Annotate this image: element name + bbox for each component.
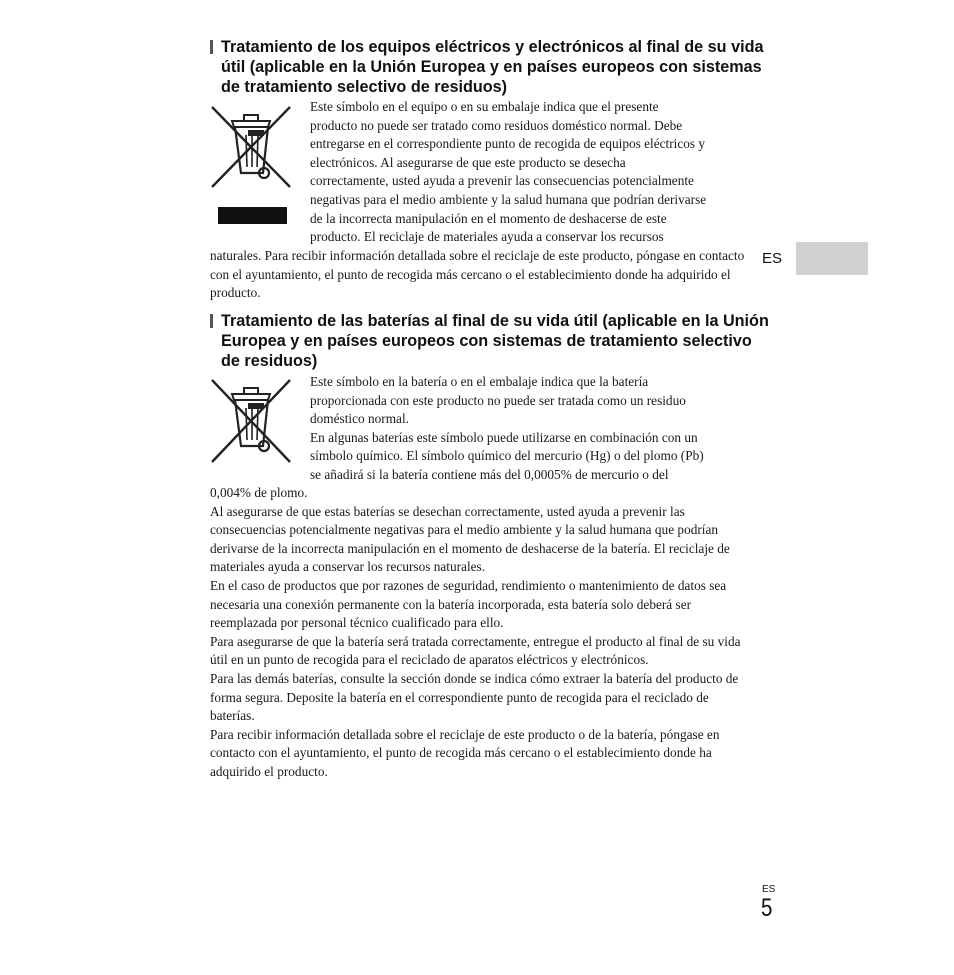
page-number: 5: [761, 894, 773, 922]
text-line: En algunas baterías este símbolo puede utilizarse en combinación con un: [310, 429, 698, 445]
section2-wrap-text: [310, 373, 756, 485]
section2-heading-text: Tratamiento de las baterías al final de su vida útil (aplicable en la Unión Europea y en países europeos con sistemas de tratamiento selectivo de residuos): [221, 312, 769, 370]
paragraph: Para asegurarse de que la batería será tratada correctamente, entregue el producto al final de su vida útil en un punto de recogida para el reciclado de aparatos eléctricos y electrónicos.: [210, 633, 741, 668]
paragraph: Al asegurarse de que estas baterías se desechan correctamente, usted ayuda a prevenir las consecuencias potencialmente negativas para el medio ambiente y la salud humana que podrían derivarse de la incorrecta manipulación en el momento de deshacerse de la batería. El reciclaje de materiales ayuda a conservar los recursos naturales.: [210, 503, 730, 575]
paragraph: Para recibir información detallada sobre el reciclaje de este producto o de la batería, póngase en contacto con el ayuntamiento, el punto de recogida más cercano o el establecimiento donde ha adquirido el producto.: [210, 726, 720, 779]
text-line: Este símbolo en el equipo o en su embalaje indica que el presente: [310, 99, 659, 114]
text-line: se añadirá si la batería contiene más del 0,0005% de mercurio o del: [310, 466, 669, 482]
text-line: doméstico normal.: [310, 411, 409, 427]
text-line: correctamente, usted ayuda a prevenir las consecuencias potencialmente: [310, 173, 694, 189]
footer-language: ES: [762, 884, 776, 895]
language-tab: [796, 242, 868, 275]
paragraph: En el caso de productos que por razones de seguridad, rendimiento o mantenimiento de datos sea necesaria una conexión permanente con la batería incorporada, esta batería solo deberá ser reemplazada por personal técnico cualificado para ello.: [210, 577, 727, 631]
text-line: entregarse en el correspondiente punto de recogida de equipos eléctricos y: [310, 136, 706, 152]
language-tab-label: ES: [762, 250, 783, 267]
text-line: símbolo químico. El símbolo químico del mercurio (Hg) o del plomo (Pb): [310, 448, 704, 464]
text-line: negativas para el medio ambiente y la salud humana que podrían derivarse: [310, 191, 707, 207]
section1-tail-paragraph: naturales. Para recibir información detallada sobre el reciclaje de este producto, póngase en contacto con el ayuntamiento, el punto de recogida más cercano o el establecimiento donde ha adquirido el producto.: [210, 248, 745, 301]
text-line: producto. El reciclaje de materiales ayuda a conservar los recursos: [310, 229, 664, 245]
section1-wrap-text: [310, 98, 756, 247]
section1-heading: [210, 37, 770, 97]
text-line: proporcionada con este producto no puede ser tratada como un residuo: [310, 392, 686, 408]
text-line: Este símbolo en la batería o en el embalaje indica que la batería: [310, 374, 649, 389]
heading-marker: [210, 314, 213, 328]
text-line: de la incorrecta manipulación en el momento de deshacerse de este: [310, 210, 667, 226]
paragraph: 0,004% de plomo.: [210, 485, 308, 500]
section2-heading: [210, 311, 770, 371]
section2-body: [210, 484, 756, 782]
heading-marker: [210, 40, 213, 54]
text-line: electrónicos. Al asegurarse de que este producto se desecha: [310, 154, 626, 170]
paragraph: Para las demás baterías, consulte la sección donde se indica cómo extraer la batería del producto de forma segura. Deposite la batería en el correspondiente punto de recogida para el reciclado de baterías.: [210, 670, 739, 724]
crossed-out-wheelie-bin-icon: [210, 101, 292, 226]
crossed-out-wheelie-bin-icon: [210, 376, 292, 468]
section1-heading-text: Tratamiento de los equipos eléctricos y electrónicos al final de su vida útil (aplicable en la Unión Europea y en países europeos con sistemas de tratamiento selectivo de residuos): [221, 38, 764, 96]
text-line: producto no puede ser tratado como residuos doméstico normal. Debe: [310, 117, 683, 133]
